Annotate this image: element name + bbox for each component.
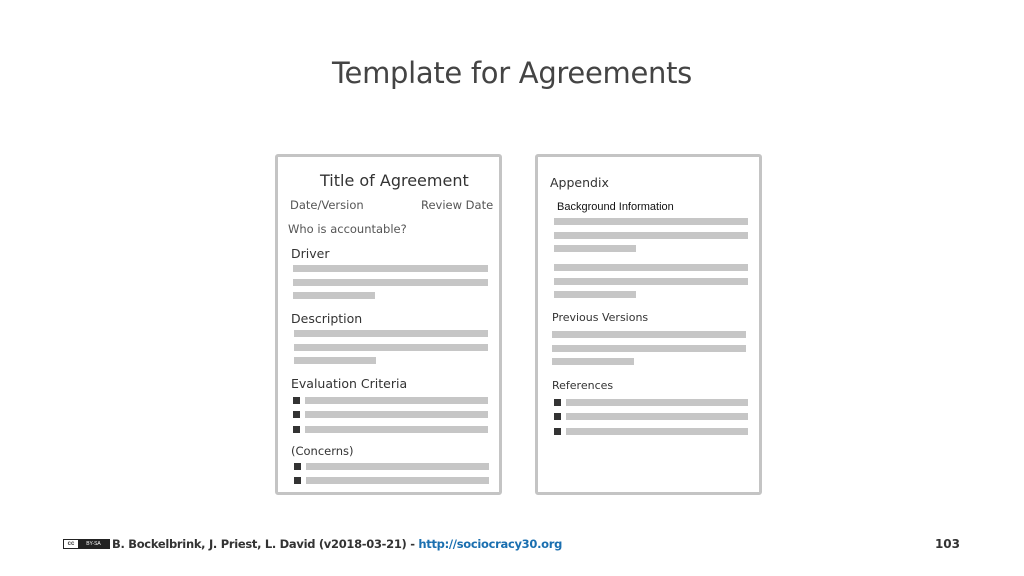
appendix-heading: Appendix <box>550 175 609 190</box>
background-text-line <box>554 278 748 285</box>
bullet-icon <box>294 477 301 484</box>
description-text-line <box>294 330 488 337</box>
license-badge: BY-SA <box>78 540 109 548</box>
bullet-icon <box>293 426 300 433</box>
references-text-line <box>566 399 748 406</box>
background-text-line <box>554 264 748 271</box>
previous-versions-text-line <box>552 358 634 365</box>
driver-text-line <box>293 265 488 272</box>
evaluation-text-line <box>305 426 488 433</box>
credits-text: B. Bockelbrink, J. Priest, L. David (v2018-03-21) - <box>112 537 419 551</box>
bullet-icon <box>554 413 561 420</box>
cc-license-icon <box>63 539 110 549</box>
evaluation-text-line <box>305 397 488 404</box>
bullet-icon <box>554 428 561 435</box>
page-number: 103 <box>934 537 960 551</box>
evaluation-text-line <box>305 411 488 418</box>
cc-symbol-icon: cc <box>67 541 75 547</box>
date-version-label: Date/Version <box>290 198 364 212</box>
sociocracy-link[interactable]: http://sociocracy30.org <box>418 537 563 551</box>
references-text-line <box>566 428 748 435</box>
driver-heading: Driver <box>291 246 330 261</box>
driver-text-line <box>293 292 375 299</box>
description-heading: Description <box>291 311 363 326</box>
accountable-label: Who is accountable? <box>288 222 407 236</box>
background-heading: Background Information <box>557 201 674 213</box>
background-text-line <box>554 232 748 239</box>
concerns-text-line <box>306 463 489 470</box>
references-heading: References <box>552 379 614 392</box>
evaluation-heading: Evaluation Criteria <box>291 376 408 391</box>
background-text-line <box>554 218 748 225</box>
agreement-title: Title of Agreement <box>320 171 469 190</box>
bullet-icon <box>293 411 300 418</box>
bullet-icon <box>554 399 561 406</box>
bullet-icon <box>294 463 301 470</box>
previous-versions-text-line <box>552 345 746 352</box>
slide-title: Template for Agreements <box>332 56 692 90</box>
concerns-text-line <box>306 477 489 484</box>
appendix-document <box>535 154 762 495</box>
bullet-icon <box>293 397 300 404</box>
background-text-line <box>554 245 636 252</box>
review-date-label: Review Date <box>421 198 494 212</box>
background-text-line <box>554 291 636 298</box>
description-text-line <box>294 344 488 351</box>
description-text-line <box>294 357 376 364</box>
previous-versions-heading: Previous Versions <box>552 311 649 324</box>
concerns-heading: (Concerns) <box>291 444 354 458</box>
footer-credits <box>112 537 562 551</box>
previous-versions-text-line <box>552 331 746 338</box>
references-text-line <box>566 413 748 420</box>
driver-text-line <box>293 279 488 286</box>
agreement-document <box>275 154 502 495</box>
